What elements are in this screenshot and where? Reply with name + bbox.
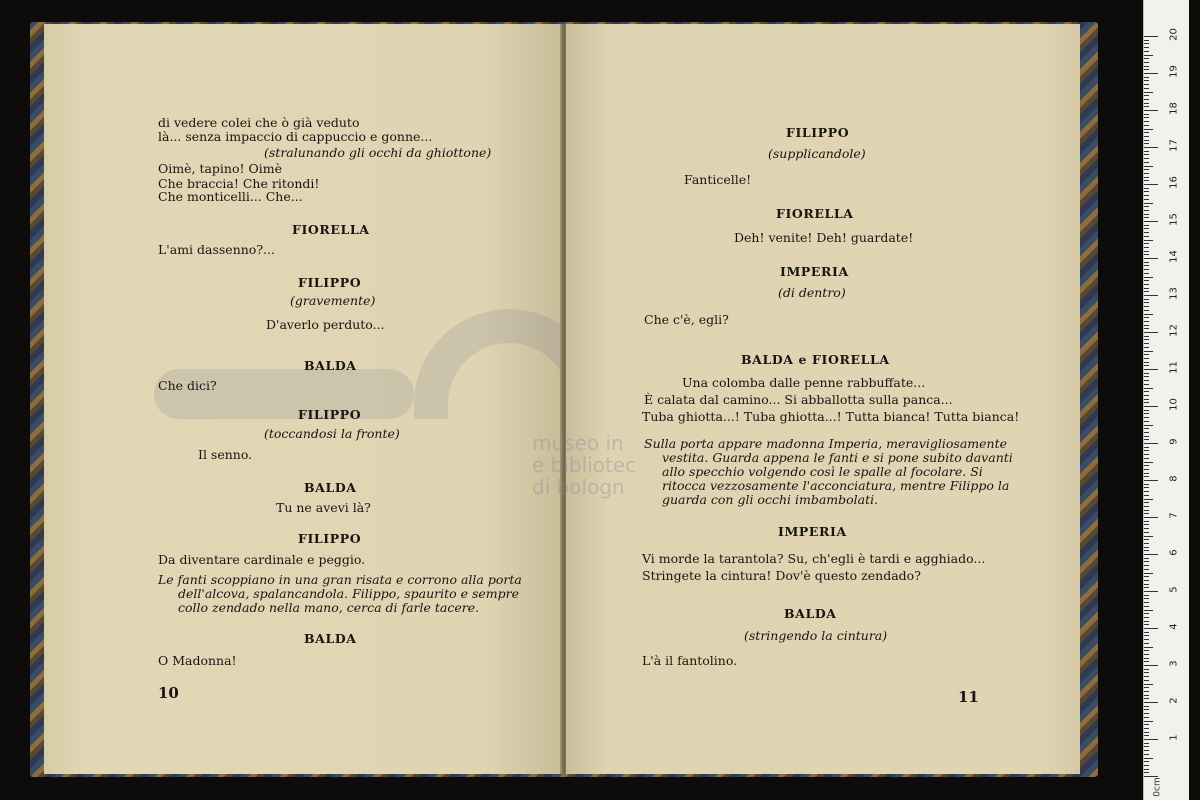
ruler-tick (1144, 521, 1149, 522)
ruler-tick (1144, 417, 1149, 418)
ruler-tick (1144, 110, 1158, 111)
ruler-tick (1144, 547, 1149, 548)
ruler-tick (1144, 621, 1149, 622)
ruler-tick (1144, 169, 1149, 170)
ruler-tick (1144, 369, 1158, 370)
ruler-tick (1144, 561, 1149, 562)
ruler-tick (1144, 243, 1149, 244)
speaker-name: FILIPPO (298, 275, 362, 290)
ruler-tick (1144, 761, 1149, 762)
ruler-tick (1144, 610, 1153, 611)
ruler-tick (1144, 143, 1149, 144)
ruler-tick (1144, 721, 1153, 722)
ruler-tick (1144, 184, 1158, 185)
ruler-tick (1144, 676, 1149, 677)
ruler-tick (1144, 136, 1149, 137)
ruler-tick (1144, 188, 1149, 189)
ruler-number: 3 (1168, 660, 1180, 667)
ruler-tick (1144, 669, 1149, 670)
ruler-tick (1144, 47, 1149, 48)
ruler-tick (1144, 351, 1153, 352)
stage-direction: vestita. Guarda appena le fanti e si pone subito davanti (662, 450, 1013, 465)
speaker-name: BALDA (304, 358, 357, 373)
ruler-tick (1144, 510, 1149, 511)
speaker-name: BALDA (304, 631, 357, 646)
ruler-tick (1144, 628, 1158, 629)
ruler-number: 15 (1168, 213, 1180, 226)
speaker-name: FILIPPO (786, 125, 850, 140)
ruler-tick (1144, 484, 1149, 485)
ruler-tick (1144, 317, 1149, 318)
ruler-tick (1144, 154, 1149, 155)
ruler-tick (1144, 580, 1149, 581)
ruler-tick (1144, 129, 1153, 130)
ruler-tick (1144, 617, 1149, 618)
ruler-number: 4 (1168, 623, 1180, 630)
ruler-tick (1144, 36, 1158, 37)
ruler-tick (1144, 251, 1149, 252)
ruler-tick (1144, 328, 1149, 329)
ruler-tick (1144, 425, 1153, 426)
verse-line: Che monticelli... Che... (158, 189, 303, 204)
ruler-tick (1144, 421, 1149, 422)
ruler-tick (1144, 746, 1149, 747)
stage-direction: (supplicandole) (768, 146, 866, 161)
ruler-tick (1144, 92, 1153, 93)
measuring-ruler (1143, 0, 1189, 800)
ruler-tick (1144, 643, 1149, 644)
ruler-tick (1144, 362, 1149, 363)
ruler-tick (1144, 406, 1158, 407)
ruler-tick (1144, 550, 1149, 551)
ruler-tick (1144, 310, 1149, 311)
ruler-tick (1144, 698, 1149, 699)
ruler-number: 16 (1168, 176, 1180, 189)
speaker-name: BALDA e FIORELLA (741, 352, 890, 367)
ruler-tick (1144, 114, 1149, 115)
ruler-tick (1144, 739, 1158, 740)
ruler-tick (1144, 106, 1149, 107)
page-number: 11 (958, 688, 979, 706)
ruler-tick (1144, 543, 1149, 544)
ruler-tick (1144, 595, 1149, 596)
ruler-number: 8 (1168, 475, 1180, 482)
ruler-tick (1144, 221, 1158, 222)
ruler-tick (1144, 639, 1149, 640)
ruler-tick (1144, 658, 1149, 659)
ruler-number: 9 (1168, 438, 1180, 445)
dialogue-line: Che dici? (158, 378, 217, 393)
ruler-number: 1 (1168, 734, 1180, 741)
ruler-number: 14 (1168, 250, 1180, 263)
ruler-tick (1144, 99, 1149, 100)
ruler-tick (1144, 587, 1149, 588)
ruler-tick (1144, 654, 1149, 655)
right-page (566, 24, 1080, 774)
ruler-tick (1144, 95, 1149, 96)
ruler-tick (1144, 536, 1153, 537)
ruler-tick (1144, 228, 1149, 229)
ruler-tick (1144, 254, 1149, 255)
ruler-tick (1144, 343, 1149, 344)
ruler-number: 10 (1168, 398, 1180, 411)
dialogue-line: Il senno. (198, 447, 253, 462)
ruler-tick (1144, 672, 1149, 673)
stage-direction: guarda con gli occhi imbambolati. (662, 492, 879, 507)
ruler-tick (1144, 750, 1149, 751)
ruler-tick (1144, 173, 1149, 174)
ruler-tick (1144, 732, 1149, 733)
ruler-tick (1144, 380, 1149, 381)
ruler-tick (1144, 661, 1149, 662)
ruler-tick (1144, 680, 1149, 681)
ruler-tick (1144, 395, 1149, 396)
ruler-tick (1144, 302, 1149, 303)
ruler-tick (1144, 487, 1149, 488)
ruler-tick (1144, 565, 1149, 566)
ruler-tick (1144, 502, 1149, 503)
verse-line: là... senza impaccio di cappuccio e gonne... (158, 129, 433, 144)
dialogue-line: L'ami dassenno?... (158, 242, 275, 257)
ruler-tick (1144, 84, 1149, 85)
ruler-tick (1144, 332, 1158, 333)
left-page (44, 24, 562, 774)
ruler-tick (1144, 210, 1149, 211)
verse-line: Tuba ghiotta...! Tuba ghiotta...! Tutta bianca! Tutta bianca! (642, 409, 1020, 424)
ruler-tick (1144, 132, 1149, 133)
ruler-tick (1144, 684, 1153, 685)
ruler-tick (1144, 88, 1149, 89)
ruler-tick (1144, 73, 1158, 74)
ruler-tick (1144, 295, 1158, 296)
ruler-tick (1144, 573, 1153, 574)
ruler-tick (1144, 576, 1149, 577)
dialogue-line: L'à il fantolino. (642, 653, 738, 668)
watermark-text: museo in e bibliotec di bologn (532, 431, 637, 499)
stage-direction: (toccandosi la fronte) (264, 426, 400, 441)
ruler-tick (1144, 166, 1153, 167)
ruler-tick (1144, 206, 1149, 207)
ruler-tick (1144, 354, 1149, 355)
stage-direction: collo zendado nella mano, cerca di farle tacere. (178, 600, 480, 615)
speaker-name: IMPERIA (780, 264, 849, 279)
ruler-tick (1144, 347, 1149, 348)
ruler-tick (1144, 199, 1149, 200)
stage-direction: (stralunando gli occhi da ghiottone) (264, 145, 492, 160)
ruler-tick (1144, 613, 1149, 614)
ruler-tick (1144, 687, 1149, 688)
verse-line: Una colomba dalle penne rabbuffate... (682, 375, 926, 390)
dialogue-line: Da diventare cardinale e peggio. (158, 552, 366, 567)
ruler-tick (1144, 247, 1149, 248)
verse-line: Oimè, tapino! Oimè (158, 161, 282, 176)
ruler-tick (1144, 728, 1149, 729)
ruler-tick (1144, 480, 1158, 481)
ruler-tick (1144, 62, 1149, 63)
ruler-tick (1144, 306, 1149, 307)
ruler-number: 11 (1168, 361, 1180, 374)
ruler-tick (1144, 280, 1149, 281)
dialogue-line: Vi morde la tarantola? Su, ch'egli è tardi e agghiado... (642, 551, 986, 566)
ruler-number: 2 (1168, 697, 1180, 704)
ruler-unit: 0cm (1152, 777, 1163, 797)
speaker-name: FIORELLA (776, 206, 854, 221)
ruler-tick (1144, 51, 1149, 52)
ruler-tick (1144, 554, 1158, 555)
ruler-tick (1144, 713, 1149, 714)
ruler-tick (1144, 236, 1149, 237)
ruler-number: 13 (1168, 287, 1180, 300)
ruler-tick (1144, 69, 1149, 70)
ruler-tick (1144, 743, 1149, 744)
ruler-tick (1144, 495, 1149, 496)
ruler-tick (1144, 702, 1158, 703)
stage-direction: dell'alcova, spalancandola. Filippo, spaurito e sempre (178, 586, 520, 601)
ruler-tick (1144, 695, 1149, 696)
ruler-tick (1144, 217, 1149, 218)
ruler-tick (1144, 225, 1149, 226)
ruler-tick (1144, 709, 1149, 710)
ruler-tick (1144, 269, 1149, 270)
ruler-tick (1144, 647, 1153, 648)
ruler-tick (1144, 410, 1149, 411)
ruler-tick (1144, 43, 1149, 44)
ruler-tick (1144, 413, 1149, 414)
ruler-tick (1144, 117, 1149, 118)
ruler-tick (1144, 691, 1149, 692)
ruler-tick (1144, 584, 1149, 585)
speaker-name: BALDA (304, 480, 357, 495)
ruler-tick (1144, 602, 1149, 603)
ruler-tick (1144, 288, 1149, 289)
ruler-tick (1144, 258, 1158, 259)
ruler-tick (1144, 177, 1149, 178)
ruler-tick (1144, 240, 1153, 241)
ruler-tick (1144, 180, 1149, 181)
ruler-tick (1144, 58, 1149, 59)
ruler-tick (1144, 140, 1149, 141)
ruler-tick (1144, 632, 1149, 633)
ruler-tick (1144, 769, 1149, 770)
ruler-tick (1144, 758, 1153, 759)
speaker-name: BALDA (784, 606, 837, 621)
ruler-tick (1144, 66, 1149, 67)
ruler-number: 5 (1168, 586, 1180, 593)
ruler-tick (1144, 399, 1149, 400)
ruler-tick (1144, 365, 1149, 366)
ruler-tick (1144, 273, 1149, 274)
ruler-tick (1144, 539, 1149, 540)
ruler-tick (1144, 158, 1149, 159)
ruler-tick (1144, 635, 1149, 636)
ruler-tick (1144, 291, 1149, 292)
ruler-tick (1144, 606, 1149, 607)
ruler-tick (1144, 754, 1149, 755)
ruler-tick (1144, 314, 1153, 315)
ruler-tick (1144, 428, 1149, 429)
ruler-tick (1144, 491, 1149, 492)
ruler-tick (1144, 284, 1149, 285)
speaker-name: FILIPPO (298, 531, 362, 546)
ruler-tick (1144, 735, 1149, 736)
ruler-tick (1144, 450, 1149, 451)
stage-direction: (stringendo la cintura) (744, 628, 888, 643)
ruler-tick (1144, 77, 1149, 78)
ruler-number: 7 (1168, 512, 1180, 519)
ruler-number: 18 (1168, 102, 1180, 115)
ruler-tick (1144, 277, 1153, 278)
page-number: 10 (158, 684, 179, 702)
ruler-tick (1144, 765, 1149, 766)
stage-direction: Le fanti scoppiano in una gran risata e corrono alla porta (158, 572, 522, 587)
stage-direction: Sulla porta appare madonna Imperia, meravigliosamente (644, 436, 1008, 451)
ruler-tick (1144, 339, 1149, 340)
ruler-tick (1144, 665, 1158, 666)
ruler-tick (1144, 195, 1149, 196)
ruler-tick (1144, 517, 1158, 518)
ruler-tick (1144, 325, 1149, 326)
ruler-tick (1144, 624, 1149, 625)
ruler-tick (1144, 499, 1153, 500)
ruler-tick (1144, 191, 1149, 192)
ruler-tick (1144, 776, 1158, 777)
ruler-tick (1144, 447, 1149, 448)
ruler-tick (1144, 376, 1149, 377)
ruler-tick (1144, 506, 1149, 507)
speaker-name: IMPERIA (778, 524, 847, 539)
stage-direction: (gravemente) (290, 293, 376, 308)
stage-direction: allo specchio volgendo così le spalle al focolare. Si (662, 464, 983, 479)
ruler-tick (1144, 532, 1149, 533)
ruler-tick (1144, 391, 1149, 392)
ruler-tick (1144, 125, 1149, 126)
ruler-tick (1144, 262, 1149, 263)
dialogue-line: D'averlo perduto... (266, 317, 385, 332)
ruler-tick (1144, 443, 1158, 444)
ruler-tick (1144, 724, 1149, 725)
ruler-tick (1144, 558, 1149, 559)
ruler-tick (1144, 462, 1153, 463)
ruler-tick (1144, 436, 1149, 437)
stage-direction: (di dentro) (778, 285, 846, 300)
dialogue-line: Deh! venite! Deh! guardate! (734, 230, 914, 245)
ruler-tick (1144, 432, 1149, 433)
dialogue-line: Fanticelle! (684, 172, 752, 187)
ruler-tick (1144, 147, 1158, 148)
ruler-tick (1144, 402, 1149, 403)
verse-line: È calata dal camino... Si abballotta sulla panca... (644, 392, 953, 407)
ruler-tick (1144, 513, 1149, 514)
ruler-tick (1144, 80, 1149, 81)
ruler-tick (1144, 473, 1149, 474)
ruler-tick (1144, 598, 1149, 599)
ruler-tick (1144, 388, 1153, 389)
ruler-tick (1144, 40, 1149, 41)
verse-line: di vedere colei che ò già veduto (158, 115, 360, 130)
ruler-number: 17 (1168, 139, 1180, 152)
ruler-tick (1144, 469, 1149, 470)
ruler-tick (1144, 299, 1149, 300)
ruler-tick (1144, 121, 1149, 122)
ruler-tick (1144, 162, 1149, 163)
ruler-tick (1144, 591, 1158, 592)
ruler-tick (1144, 772, 1149, 773)
ruler-number: 12 (1168, 324, 1180, 337)
ruler-tick (1144, 458, 1149, 459)
ruler-tick (1144, 203, 1153, 204)
ruler-tick (1144, 706, 1149, 707)
ruler-tick (1144, 151, 1149, 152)
ruler-tick (1144, 524, 1149, 525)
ruler-number: 19 (1168, 65, 1180, 78)
ruler-tick (1144, 569, 1149, 570)
ruler-tick (1144, 384, 1149, 385)
dialogue-line: Che c'è, egli? (644, 312, 729, 327)
ruler-tick (1144, 55, 1153, 56)
dialogue-line: Tu ne avevi là? (276, 500, 371, 515)
speaker-name: FILIPPO (298, 407, 362, 422)
dialogue-line: Stringete la cintura! Dov'è questo zendado? (642, 568, 921, 583)
ruler-tick (1144, 528, 1149, 529)
ruler-tick (1144, 373, 1149, 374)
ruler-tick (1144, 358, 1149, 359)
ruler-number: 20 (1168, 28, 1180, 41)
ruler-tick (1144, 336, 1149, 337)
dialogue-line: O Madonna! (158, 653, 237, 668)
ruler-tick (1144, 232, 1149, 233)
ruler-tick (1144, 103, 1149, 104)
ruler-tick (1144, 650, 1149, 651)
ruler-tick (1144, 214, 1149, 215)
ruler-tick (1144, 476, 1149, 477)
ruler-number: 6 (1168, 549, 1180, 556)
speaker-name: FIORELLA (292, 222, 370, 237)
stage-direction: ritocca vezzosamente l'acconciatura, mentre Filippo la (662, 478, 1010, 493)
ruler-tick (1144, 439, 1149, 440)
verse-line: Che braccia! Che ritondi! (158, 176, 320, 191)
ruler-tick (1144, 717, 1149, 718)
ruler-tick (1144, 465, 1149, 466)
ruler-tick (1144, 454, 1149, 455)
ruler-tick (1144, 321, 1149, 322)
ruler-tick (1144, 265, 1149, 266)
